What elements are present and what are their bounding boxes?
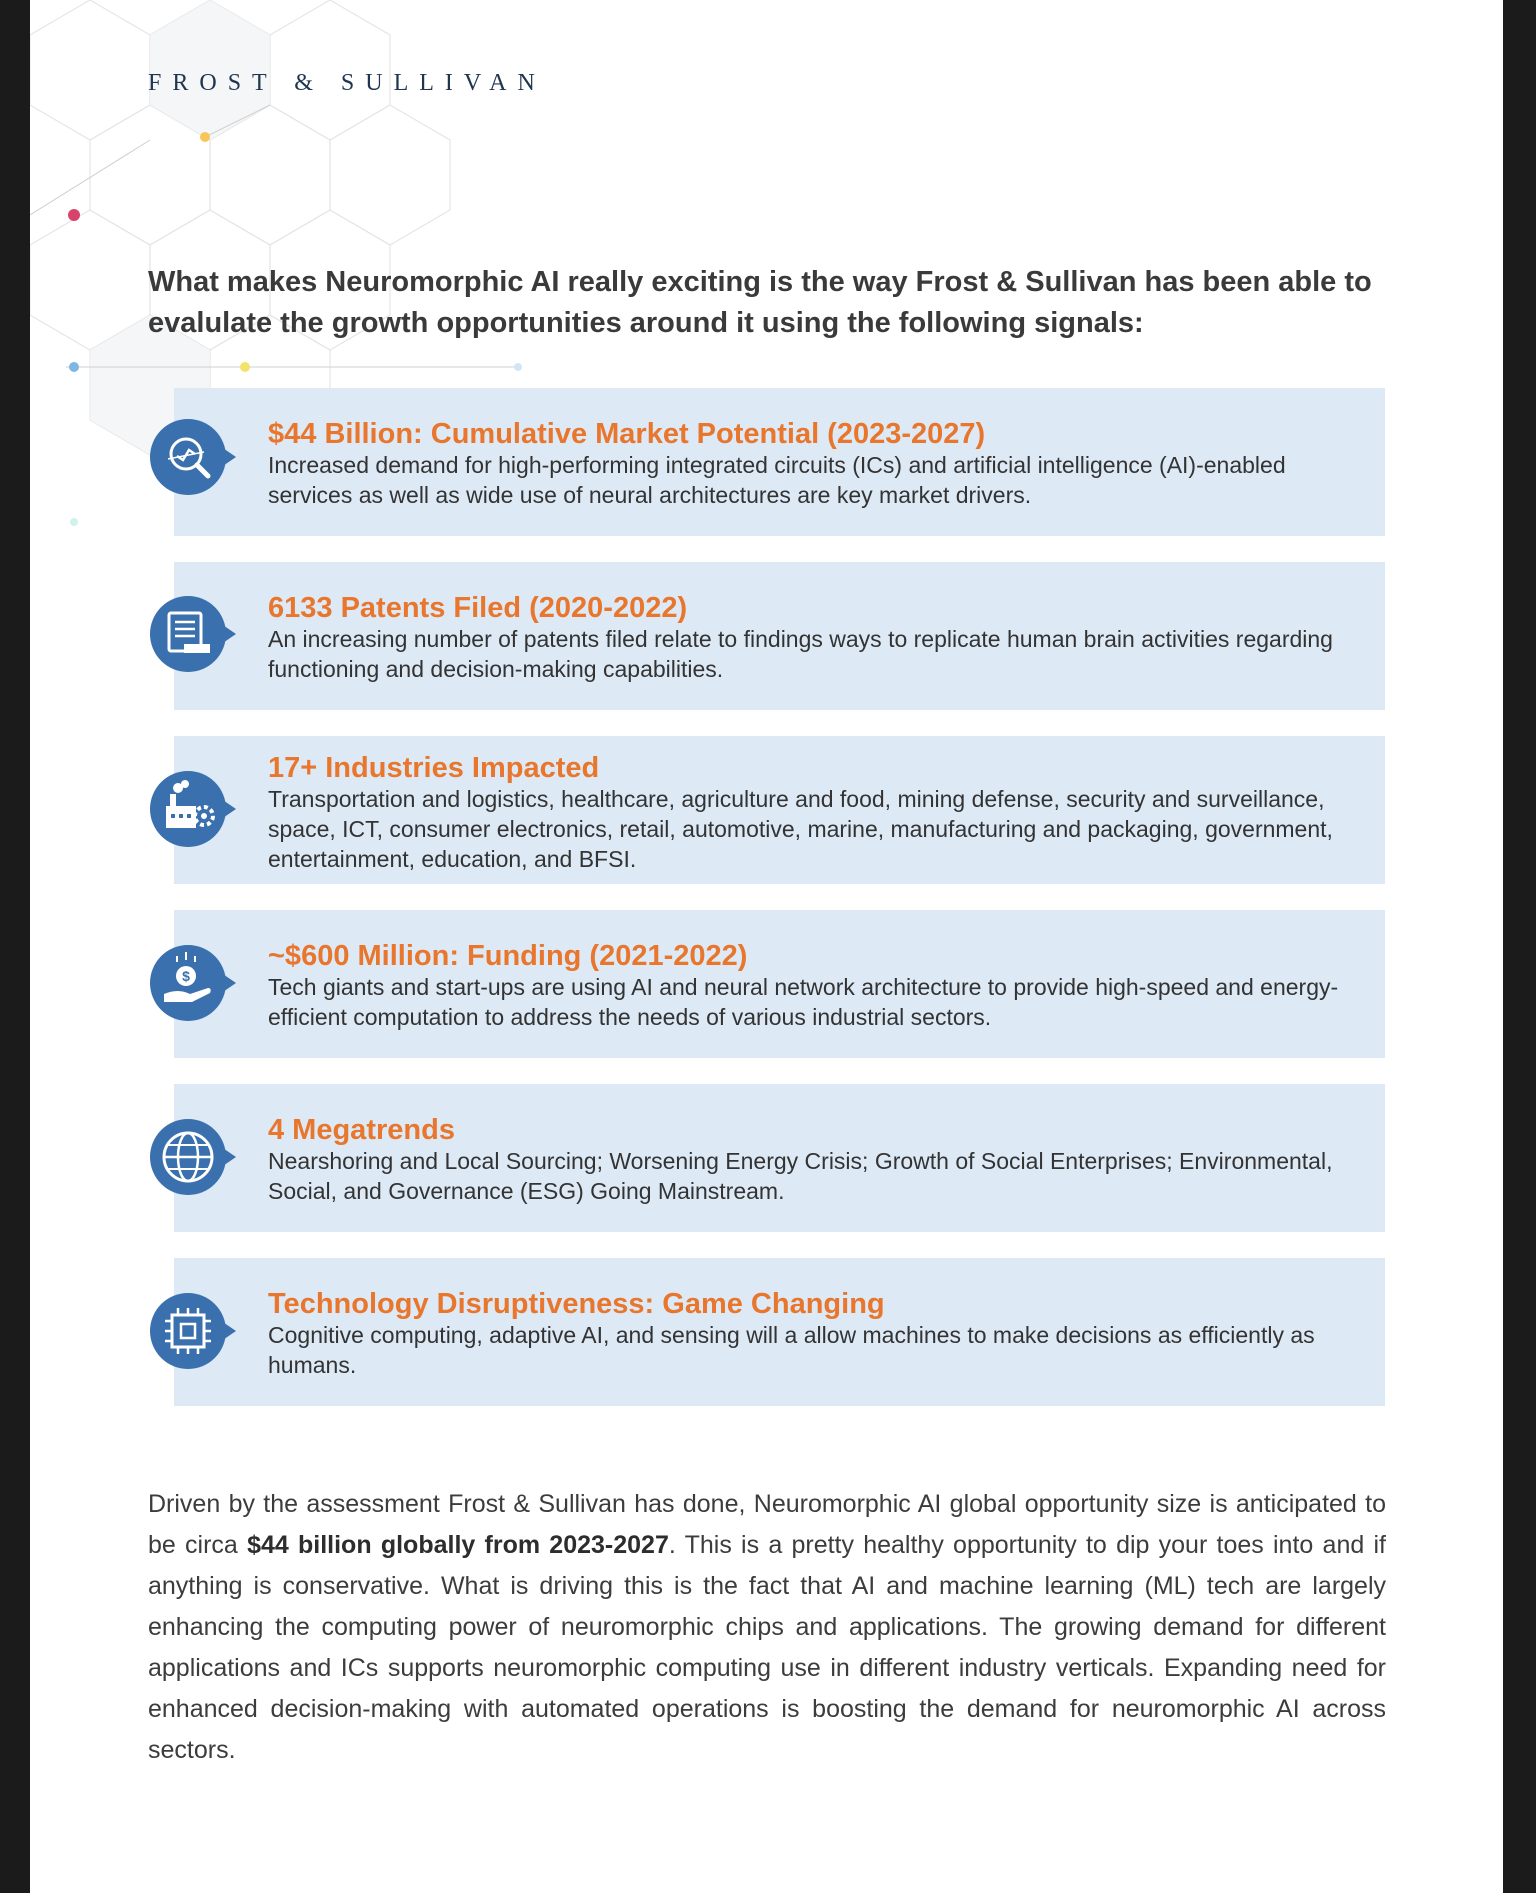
chip-icon xyxy=(144,1286,264,1376)
signal-text-megatrends xyxy=(268,1114,1368,1206)
money-hand-icon xyxy=(144,938,264,1028)
signal-description: An increasing number of patents filed relate to findings ways to replicate human brain activities regarding functioning and decision-making capabilities. xyxy=(268,626,1333,682)
signal-title: ~$600 Million: Funding (2021-2022) xyxy=(268,940,748,972)
signal-description: Cognitive computing, adaptive AI, and sensing will a allow machines to make decisions as efficiently as humans. xyxy=(268,1322,1315,1378)
document-page xyxy=(30,0,1503,1893)
brand-logo: FROST & SULLIVAN xyxy=(148,70,546,96)
signal-title: Technology Disruptiveness: Game Changing xyxy=(268,1288,885,1320)
document-icon xyxy=(144,589,264,679)
signal-title: 17+ Industries Impacted xyxy=(268,752,600,784)
signal-title: 6133 Patents Filed (2020-2022) xyxy=(268,592,688,624)
closing-highlight: $44 billion globally from 2023-2027 xyxy=(247,1531,669,1559)
closing-paragraph xyxy=(148,1484,1386,1771)
svg-text:$: $ xyxy=(182,968,190,984)
magnifier-chart-icon xyxy=(144,412,264,502)
signal-text-industries xyxy=(268,752,1368,874)
signal-description: Transportation and logistics, healthcare, agriculture and food, mining defense, security and surveillance, space, ICT, consumer electronics, retail, automotive, marine, manufacturing and packaging, government, entertainment, education, and BFSI. xyxy=(268,786,1333,872)
signal-description: Tech giants and start-ups are using AI and neural network architecture to provide high-speed and energy-efficient computation to address the needs of various industrial sectors. xyxy=(268,974,1339,1030)
signal-description: Increased demand for high-performing integrated circuits (ICs) and artificial intelligence (AI)-enabled services as well as wide use of neural architectures are key market drivers. xyxy=(268,452,1286,508)
signal-text-funding xyxy=(268,940,1368,1032)
signal-text-patents xyxy=(268,592,1368,684)
globe-icon xyxy=(144,1112,264,1202)
closing-text-end: . This is a pretty healthy opportunity to dip your toes into and if anything is conservative. What is driving this is the fact that AI and machine learning (ML) tech are largely enhancing the computing power of neuromorphic chips and applications. The growing demand for different applications and ICs supports neuromorphic computing use in different industry verticals. Expanding need for enhanced decision-making with automated operations is boosting the demand for neuromorphic AI across sectors. xyxy=(148,1531,1386,1764)
signal-description: Nearshoring and Local Sourcing; Worsening Energy Crisis; Growth of Social Enterprises; Environmental, Social, and Governance (ESG) Going Mainstream. xyxy=(268,1148,1333,1204)
closing-text-start: Driven by the assessment Frost & Sullivan has done, Neuromorphic AI global opportunity size is anticipated to be circa xyxy=(148,1490,1386,1559)
signal-title: 4 Megatrends xyxy=(268,1114,455,1146)
signal-text-technology xyxy=(268,1288,1368,1380)
signal-title: $44 Billion: Cumulative Market Potential (2023-2027) xyxy=(268,418,986,450)
factory-gear-icon xyxy=(144,764,264,854)
intro-heading: What makes Neuromorphic AI really exciting is the way Frost & Sullivan has been able to evalulate the growth opportunities around it using the following signals: xyxy=(148,266,1372,339)
signal-text-market-potential xyxy=(268,418,1368,510)
